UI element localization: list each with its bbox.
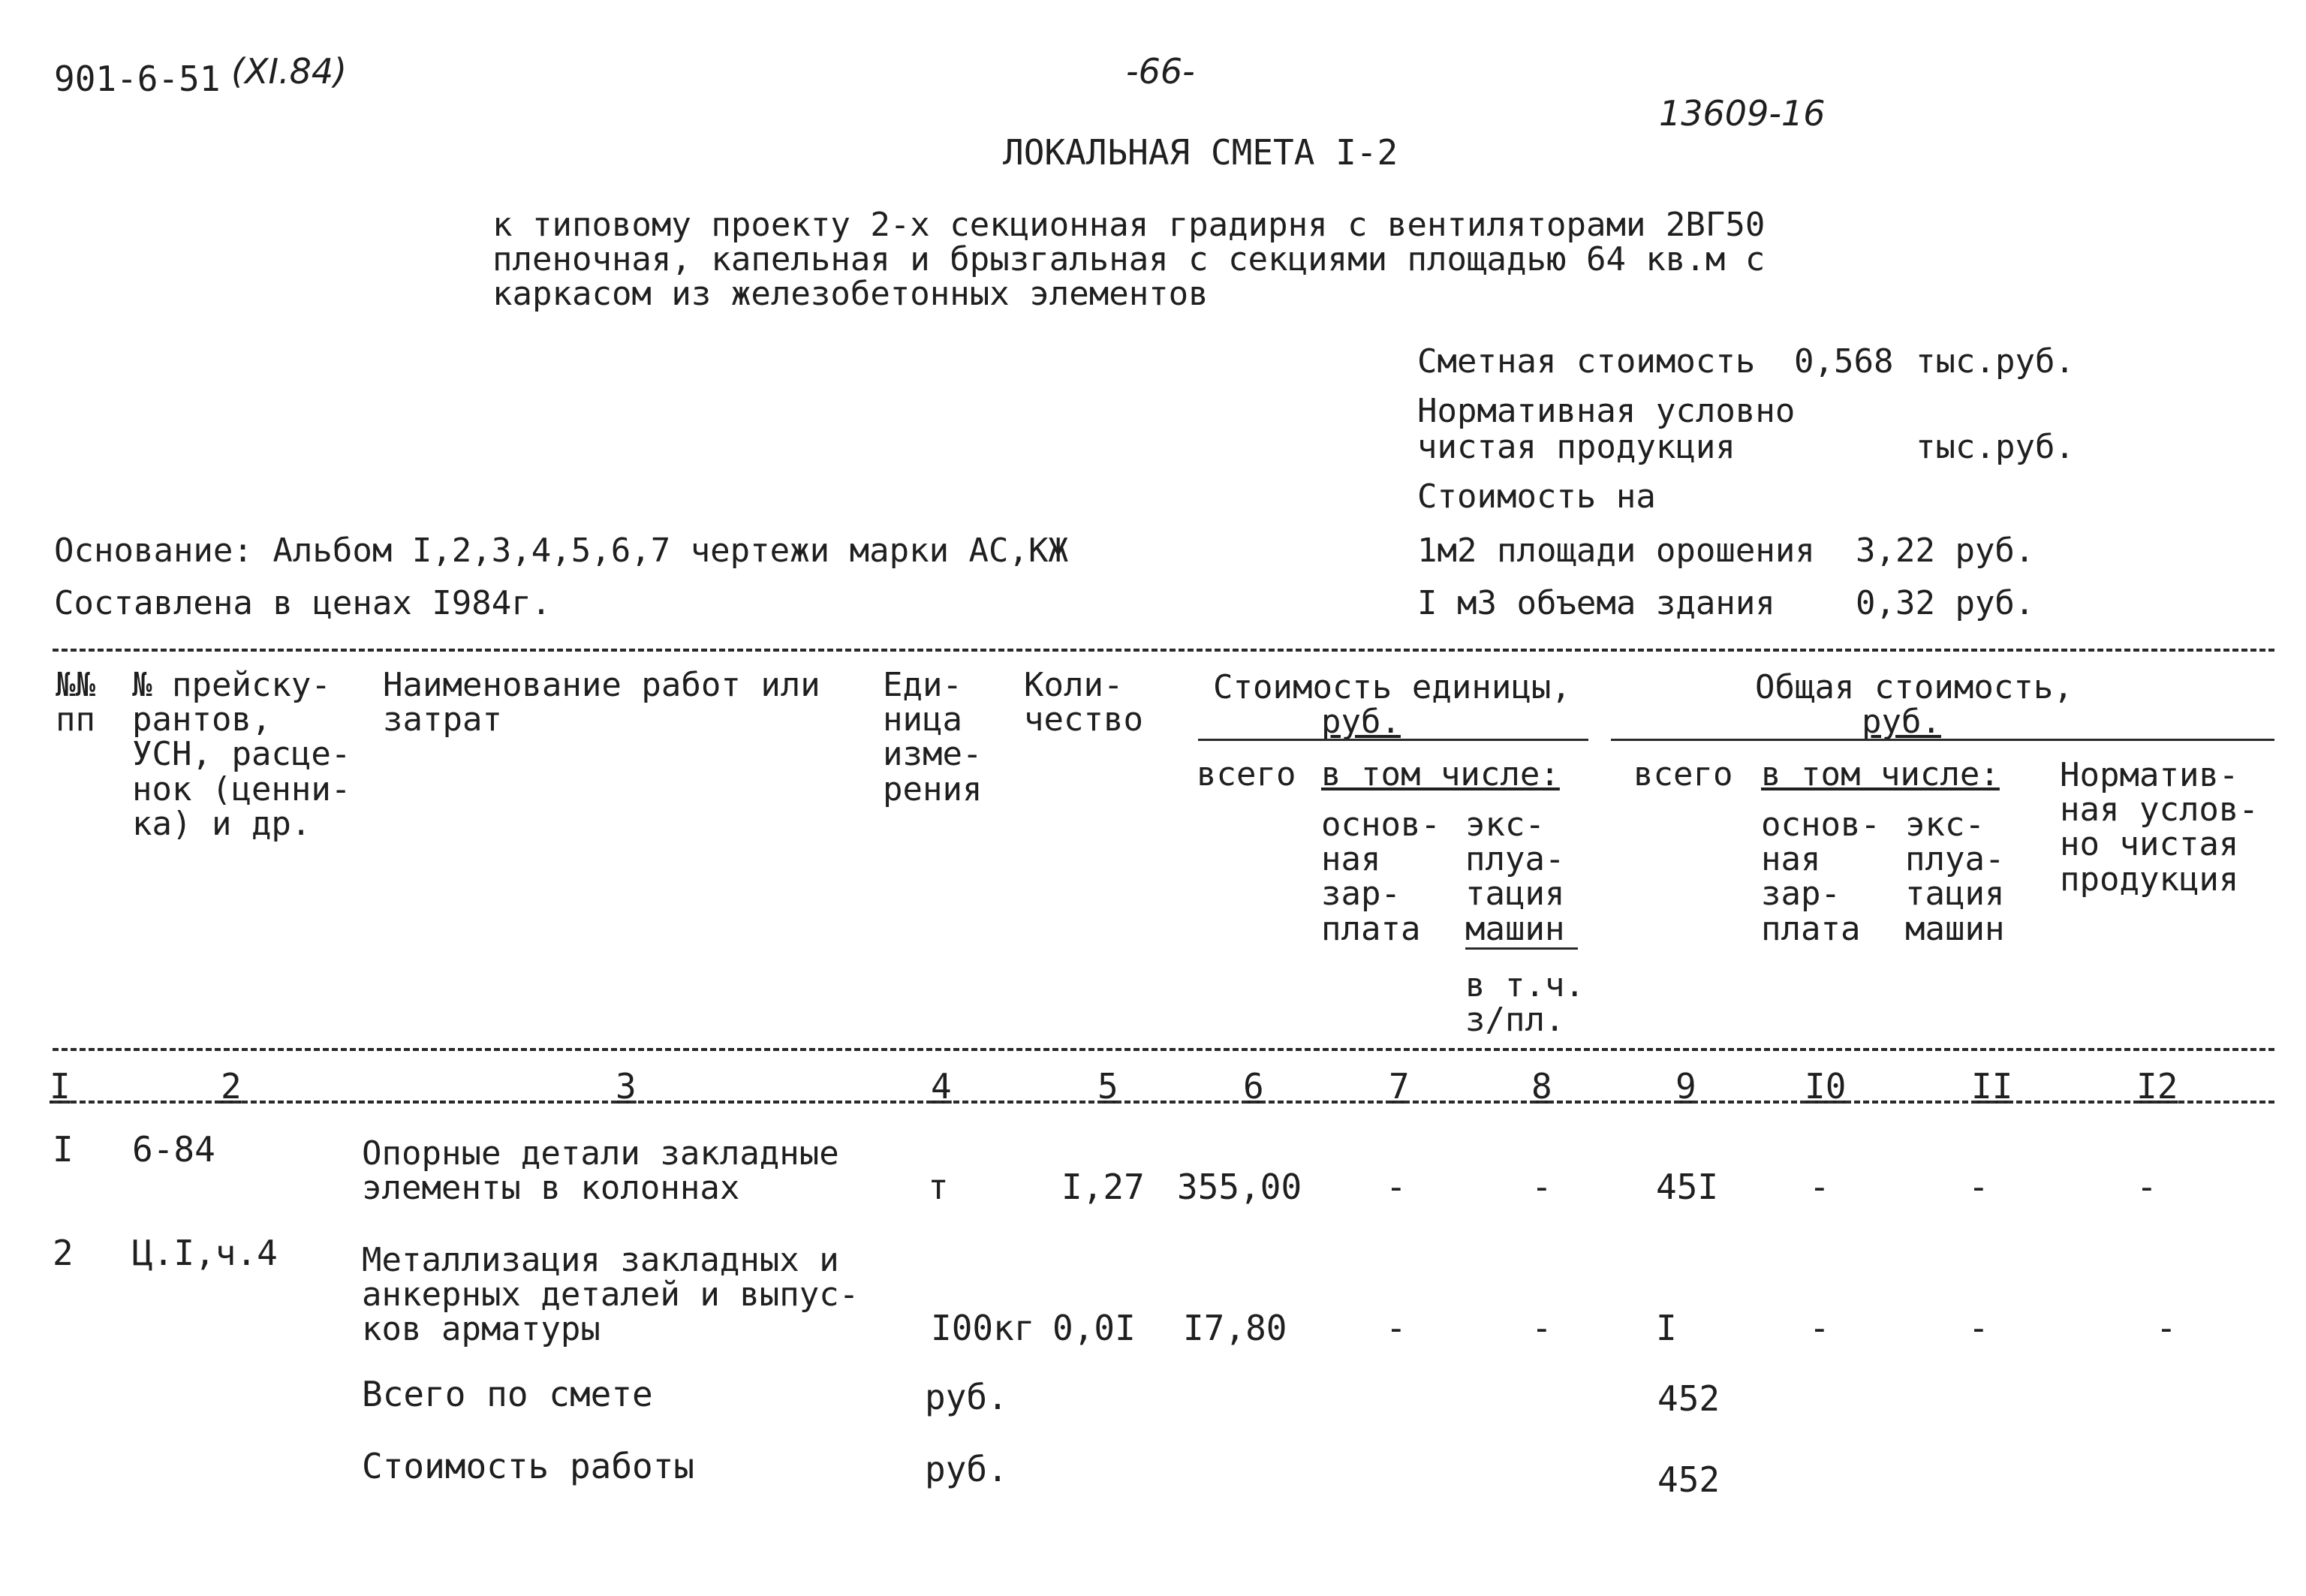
row-1-unit-total: 355,00 bbox=[1177, 1167, 1302, 1207]
header-unit-base-salary: основ- ная зар- плата bbox=[1321, 806, 1440, 948]
row-2-total-machines: - bbox=[1968, 1308, 1989, 1348]
document-code: 901-6-51 bbox=[54, 59, 221, 99]
row-1-total: 45I bbox=[1656, 1167, 1719, 1207]
column-number-7: 7 bbox=[1389, 1066, 1410, 1107]
normative-label-1: Нормативная условно bbox=[1417, 392, 1796, 430]
row-1-unit-machines: - bbox=[1531, 1167, 1552, 1207]
header-unit-machines: экс- плуа- тация машин bbox=[1465, 806, 1565, 948]
row-1-code: 6-84 bbox=[132, 1129, 215, 1170]
cost-per-m3-label: I м3 объема здания bbox=[1417, 584, 1775, 622]
header-total-cost-rub: руб. bbox=[1862, 703, 1941, 741]
subtitle-line-1: к типовому проекту 2-х секционная градирня с вентиляторами 2ВГ50 bbox=[492, 206, 1766, 244]
row-1-total-machines: - bbox=[1968, 1167, 1989, 1207]
column-number-4: 4 bbox=[931, 1066, 952, 1107]
document-title: ЛОКАЛЬНАЯ СМЕТА I-2 bbox=[1003, 132, 1398, 173]
estimated-cost-label: Сметная стоимость bbox=[1417, 342, 1756, 381]
column-number-8: 8 bbox=[1531, 1066, 1552, 1107]
header-normative-net: Норматив- ная услов- но чистая продукция bbox=[2060, 756, 2259, 899]
row-2-name: Металлизация закладных и анкерных деталей и выпус- ков арматуры bbox=[362, 1241, 859, 1349]
header-bottom-rule bbox=[53, 1048, 2274, 1051]
row-2-unit-total: I7,80 bbox=[1183, 1308, 1287, 1348]
page-number: -66- bbox=[1126, 51, 1195, 92]
row-2-quantity: 0,0I bbox=[1052, 1308, 1136, 1348]
cost-per-m2-label: 1м2 площади орошения bbox=[1417, 531, 1815, 570]
header-grand-incl: в том числе: bbox=[1761, 755, 2000, 793]
column-number-5: 5 bbox=[1097, 1066, 1118, 1107]
cost-per-label: Стоимость на bbox=[1417, 477, 1656, 516]
row-2-total-salary: - bbox=[1809, 1308, 1830, 1348]
cost-per-m3-value: 0,32 руб. bbox=[1856, 584, 2035, 622]
header-col-1: №№ пп bbox=[56, 666, 95, 739]
row-1-quantity: I,27 bbox=[1061, 1167, 1145, 1207]
column-number-3: 3 bbox=[616, 1066, 637, 1107]
header-machines-underline bbox=[1465, 947, 1578, 950]
column-number-9: 9 bbox=[1675, 1066, 1696, 1107]
header-col-5: Коли- чество bbox=[1024, 666, 1143, 739]
inventory-number: 13609-16 bbox=[1659, 93, 1826, 134]
row-1-unit: т bbox=[928, 1167, 949, 1207]
row-1-name: Опорные детали закладные элементы в колоннах bbox=[362, 1134, 839, 1208]
column-numbers-rule bbox=[53, 1101, 2274, 1104]
column-number-12: I2 bbox=[2136, 1066, 2178, 1107]
normative-label-2: чистая продукция bbox=[1417, 428, 1736, 466]
row-2-unit: I00кг bbox=[931, 1308, 1035, 1348]
header-total-base-salary: основ- ная зар- плата bbox=[1761, 806, 1880, 948]
work-cost-unit: руб. bbox=[925, 1449, 1008, 1489]
column-number-10: I0 bbox=[1805, 1066, 1847, 1107]
header-col-4: Еди- ница изме- рения bbox=[883, 666, 983, 809]
subtitle-line-2: пленочная, капельная и брызгальная с секциями площадью 64 кв.м с bbox=[492, 240, 1766, 279]
estimated-cost-unit: тыс.руб. bbox=[1916, 342, 2075, 381]
row-2-unit-salary: - bbox=[1386, 1308, 1407, 1348]
document-code-note: (XI.84) bbox=[231, 51, 348, 92]
header-top-rule bbox=[53, 649, 2274, 652]
header-unit-incl: в том числе: bbox=[1321, 755, 1560, 793]
normative-unit: тыс.руб. bbox=[1916, 428, 2075, 466]
row-2-code: Ц.I,ч.4 bbox=[132, 1233, 278, 1273]
row-2-unit-machines: - bbox=[1531, 1308, 1552, 1348]
column-number-2: 2 bbox=[221, 1066, 242, 1107]
header-unit-machines-salary: в т.ч. з/пл. bbox=[1465, 966, 1585, 1040]
header-col-2: № прейску- рантов, УСН, расце- нок (ценни- ка) и др. bbox=[132, 666, 351, 843]
column-number-6: 6 bbox=[1243, 1066, 1264, 1107]
header-col-3: Наименование работ или затрат bbox=[383, 666, 820, 739]
row-1-unit-salary: - bbox=[1386, 1167, 1407, 1207]
header-total-cost: Общая стоимость, bbox=[1755, 668, 2073, 706]
work-cost-value: 452 bbox=[1657, 1459, 1720, 1500]
header-grand-total: всего bbox=[1633, 755, 1733, 793]
header-unit-total: всего bbox=[1197, 755, 1296, 793]
cost-per-m2-value: 3,22 руб. bbox=[1856, 531, 2035, 570]
row-1-number: I bbox=[53, 1129, 74, 1170]
row-1-normative: - bbox=[2136, 1167, 2157, 1207]
basis-line-1: Основание: Альбом I,2,3,4,5,6,7 чертежи марки АС,КЖ bbox=[54, 531, 1069, 570]
row-2-normative: - bbox=[2156, 1308, 2177, 1348]
estimated-cost-value: 0,568 bbox=[1794, 342, 1894, 381]
total-estimate-unit: руб. bbox=[925, 1377, 1008, 1417]
header-total-machines: экс- плуа- тация машин bbox=[1905, 806, 2005, 948]
row-1-total-salary: - bbox=[1809, 1167, 1830, 1207]
header-unit-cost-rub: руб. bbox=[1321, 703, 1401, 741]
total-estimate-label: Всего по смете bbox=[362, 1374, 653, 1414]
header-unit-cost: Стоимость единицы, bbox=[1213, 668, 1571, 706]
column-number-11: II bbox=[1971, 1066, 2013, 1107]
column-number-1: I bbox=[50, 1066, 71, 1107]
row-2-total: I bbox=[1656, 1308, 1677, 1348]
total-estimate-value: 452 bbox=[1657, 1378, 1720, 1419]
header-total-cost-rule bbox=[1611, 739, 2274, 741]
row-2-number: 2 bbox=[53, 1233, 74, 1273]
subtitle-line-3: каркасом из железобетонных элементов bbox=[492, 275, 1209, 313]
work-cost-label: Стоимость работы bbox=[362, 1446, 695, 1486]
basis-line-2: Составлена в ценах I984г. bbox=[54, 584, 552, 622]
header-unit-cost-rule bbox=[1198, 739, 1588, 741]
